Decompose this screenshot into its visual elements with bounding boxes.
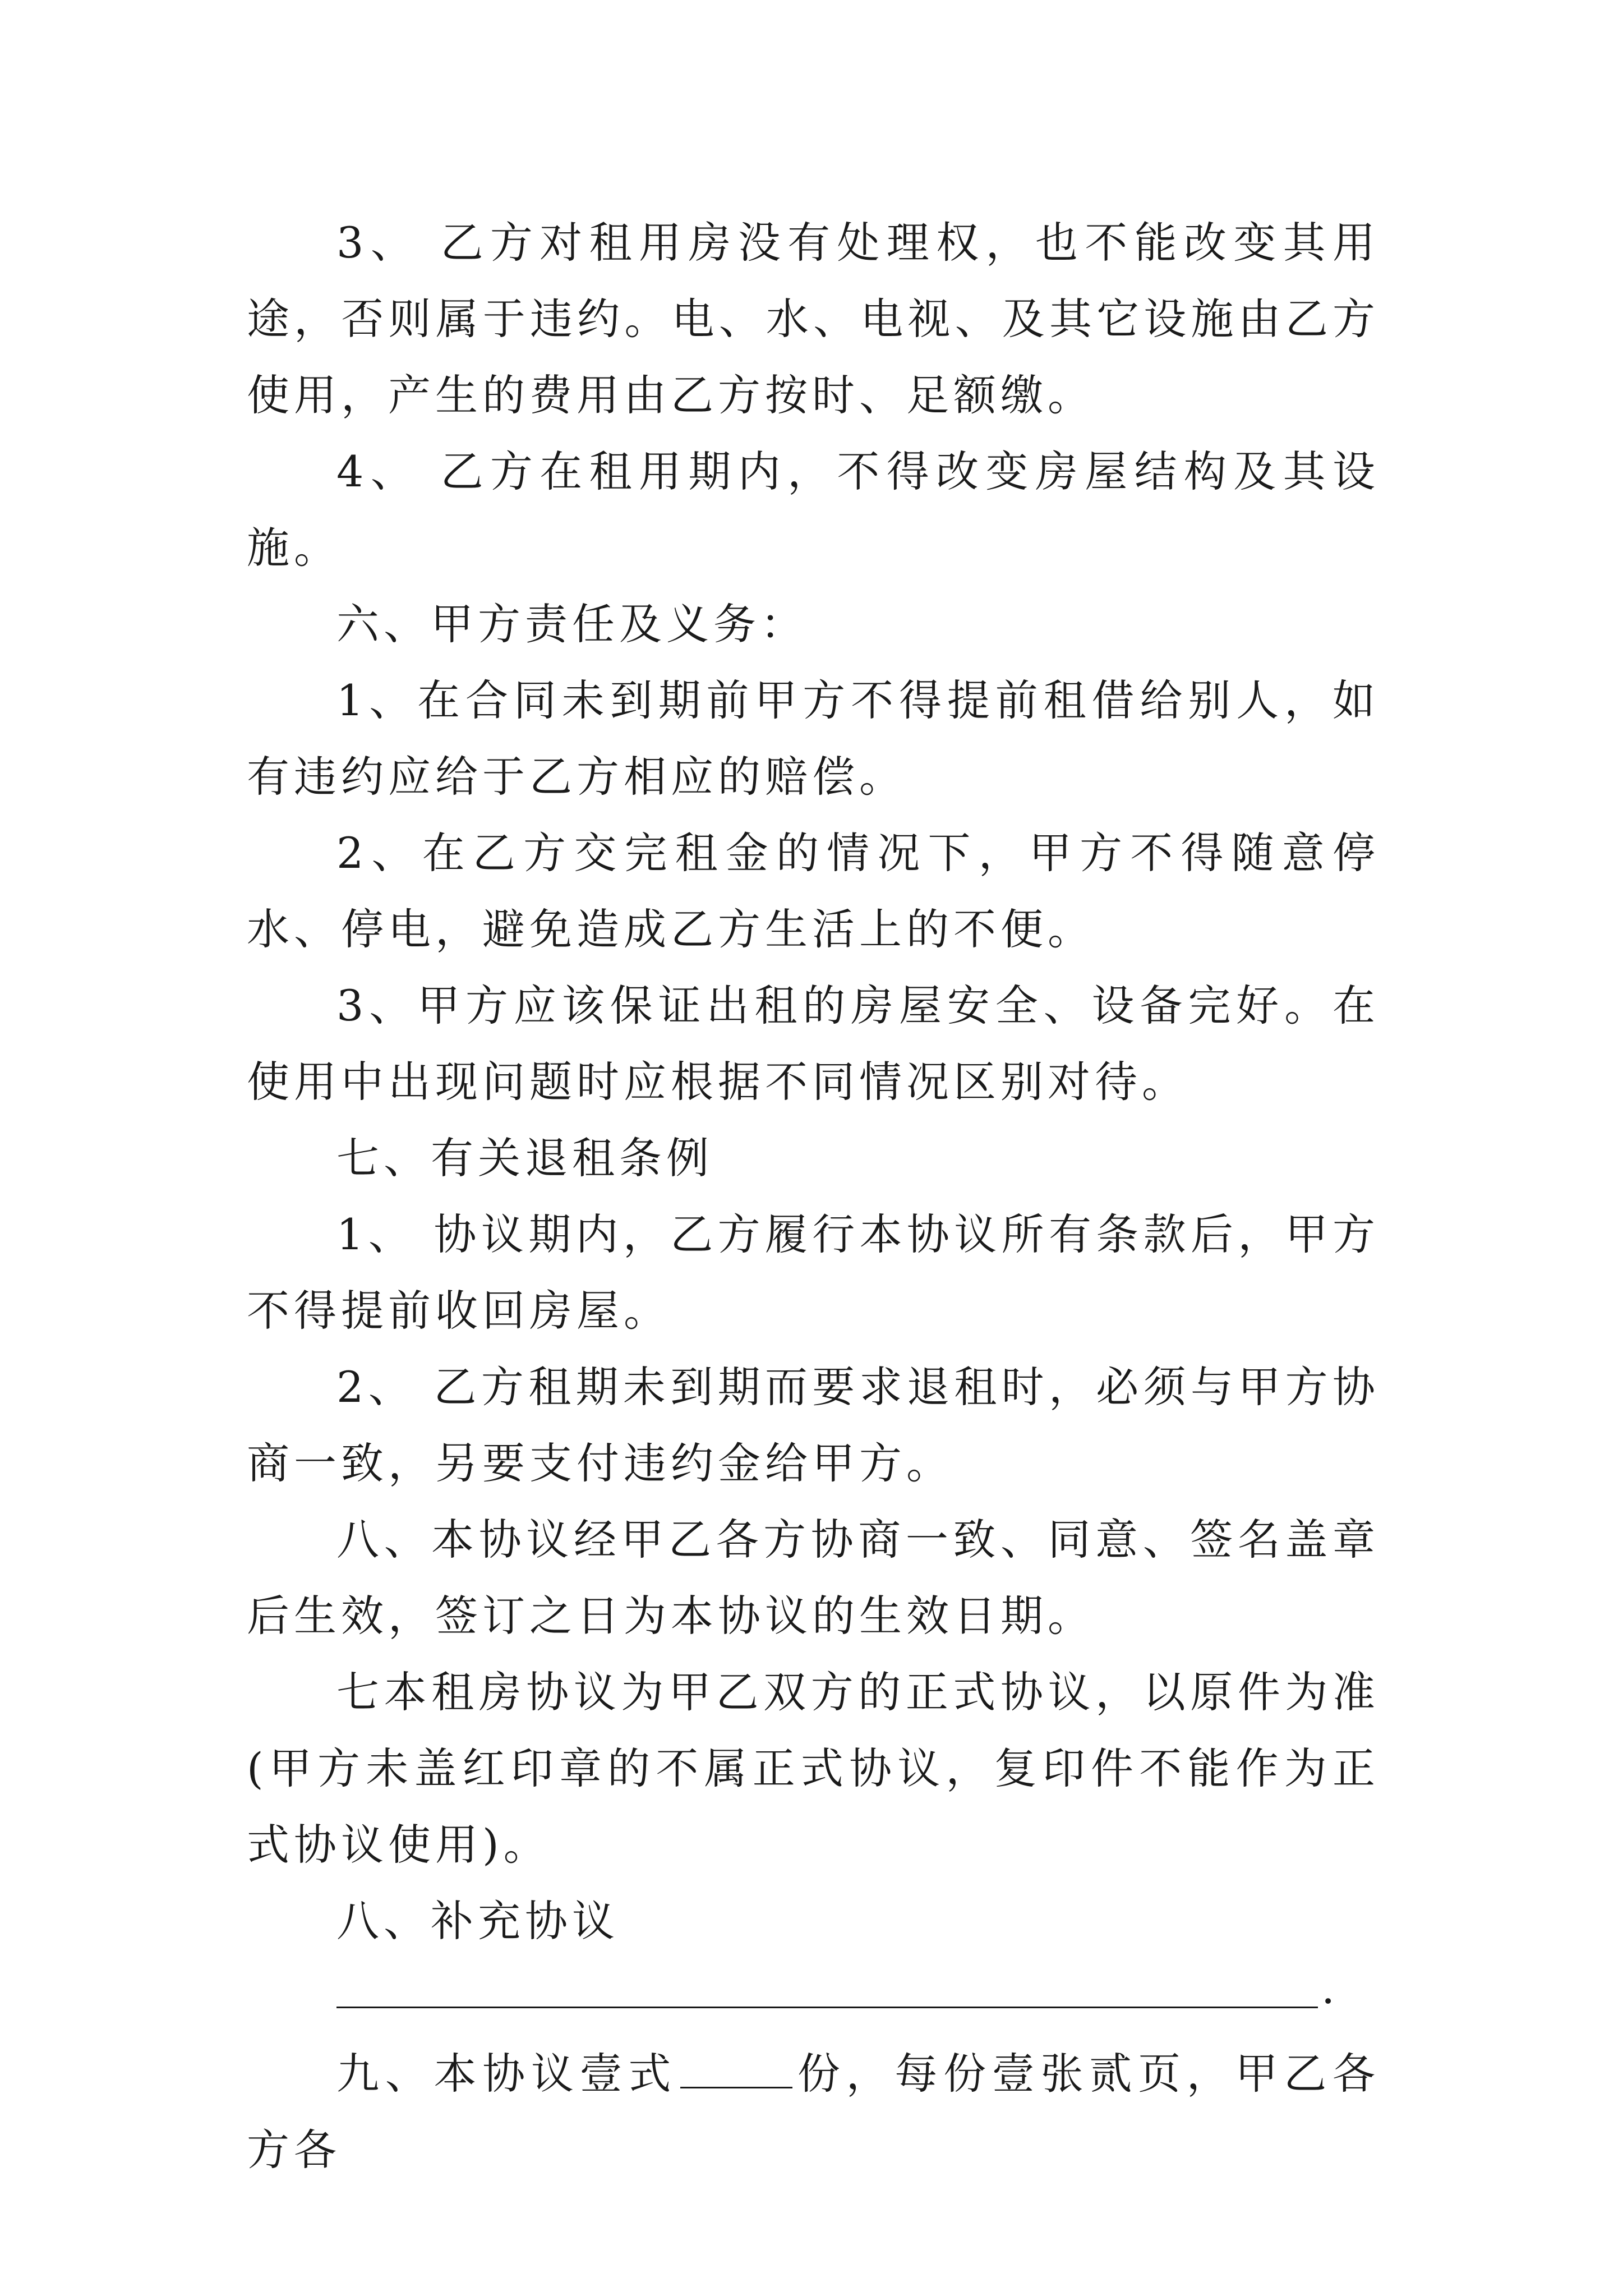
clause-a1-no-early-release: 1、在合同未到期前甲方不得提前租借给别人，如有违约应给于乙方相应的赔偿。 — [247, 675, 1380, 802]
section-heading-termination: 七、有关退租条例 — [336, 1133, 713, 1183]
supplementary-agreement-blank-line — [247, 1959, 1380, 2036]
copies-clause-suffix: 份，每份壹张贰页，甲乙各方各 — [247, 2049, 1380, 2175]
clause-original-copy-validity: 七本租房协议为甲乙双方的正式协议，以原件为准(甲方未盖红印章的不属正式协议，复印件不能作为正式协议使用)。 — [247, 1667, 1380, 1870]
clause-copies-count — [247, 2036, 1380, 2188]
copies-count-blank — [680, 2051, 792, 2088]
clause-t1-no-early-repossession: 1、 协议期内，乙方履行本协议所有条款后，甲方不得提前收回房屋。 — [247, 1209, 1380, 1336]
clause-b3-usage-rights: 3、 乙方对租用房没有处理权，也不能改变其用途，否则属于违约。电、水、电视、及其它设施由乙方使用，产生的费用由乙方按时、足额缴。 — [247, 218, 1380, 420]
section-heading-supplementary: 八、补充协议 — [336, 1896, 619, 1946]
copies-clause-prefix: 九、本协议壹式 — [336, 2049, 677, 2099]
clause-a2-no-utility-cutoff: 2、在乙方交完租金的情况下，甲方不得随意停水、停电，避免造成乙方生活上的不便。 — [247, 828, 1380, 954]
clause-b4-no-structural-change: 4、 乙方在租用期内，不得改变房屋结构及其设施。 — [247, 447, 1380, 573]
blank-line-period: . — [1321, 1963, 1335, 2013]
clause-t2-early-termination-penalty: 2、 乙方租期未到期而要求退租时，必须与甲方协商一致，另要支付违约金给甲方。 — [247, 1362, 1380, 1488]
blank-underline — [336, 2007, 1318, 2008]
clause-effective-date: 八、本协议经甲乙各方协商一致、同意、签名盖章后生效，签订之日为本协议的生效日期。 — [247, 1515, 1380, 1641]
section-heading-landlord-duties: 六、甲方责任及义务： — [336, 599, 808, 649]
clause-a3-house-safety: 3、甲方应该保证出租的房屋安全、设备完好。在使用中出现问题时应根据不同情况区别对待。 — [247, 981, 1380, 1107]
document-body — [247, 205, 1380, 2188]
